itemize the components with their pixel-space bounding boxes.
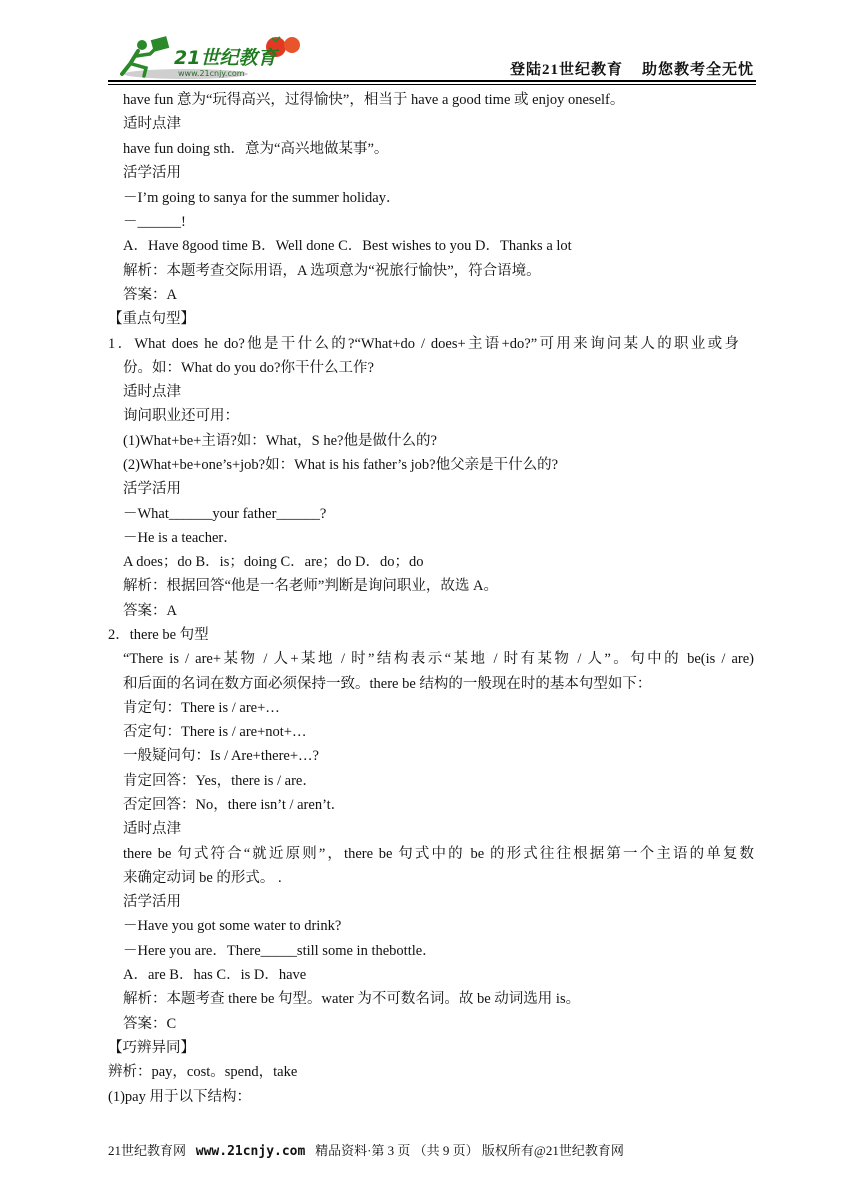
text-line: “There is / are+某物 / 人+某地 / 时”结构表示“某地 / 时有某物 / 人”。句中的 be(is / are) bbox=[123, 651, 754, 667]
text-line: 否定回答：No，there isn’t / aren’t． bbox=[123, 797, 346, 813]
text-line: have fun 意为“玩得高兴，过得愉快”，相当于 have a good time 或 enjoy oneself。 bbox=[123, 92, 625, 108]
text-line: 1．What does he do?他是干什么的?“What+do / does+主语+do?”可用来询问某人的职业或身 bbox=[108, 336, 739, 352]
logo-text: 21世纪教育 bbox=[174, 47, 277, 69]
text-line: 份。如：What do you do?你干什么工作? bbox=[123, 360, 374, 376]
text-line: 辨析：pay，cost。spend，take bbox=[108, 1064, 298, 1080]
text-line: －What______your father______? bbox=[123, 506, 327, 522]
text-line: 询问职业还可用： bbox=[123, 408, 239, 424]
text-line: 一般疑问句：Is / Are+there+…? bbox=[123, 748, 319, 764]
text-line: －Have you got some water to drink? bbox=[123, 918, 342, 934]
page-footer bbox=[108, 1140, 756, 1159]
text-line: 2．there be 句型 bbox=[108, 627, 209, 643]
text-line: －______! bbox=[123, 214, 186, 230]
text-line: (1)pay 用于以下结构： bbox=[108, 1089, 251, 1105]
header-rule-thin bbox=[108, 84, 756, 85]
footer-left: 21世纪教育网 bbox=[108, 1143, 196, 1158]
text-line: －Here you are．There_____still some in thebottle． bbox=[123, 943, 437, 959]
footer-right: 精品资料·第 3 页 （共 9 页） 版权所有@21世纪教育网 bbox=[305, 1143, 624, 1158]
text-line: 适时点津 bbox=[123, 384, 181, 400]
text-line: 适时点津 bbox=[123, 821, 181, 837]
text-line: －I’m going to sanya for the summer holiday． bbox=[123, 190, 401, 206]
page-header bbox=[108, 30, 756, 80]
text-line: (1)What+be+主语?如：What，S he?他是做什么的? bbox=[123, 433, 437, 449]
text-line: 来确定动词 be 的形式。 . bbox=[123, 870, 282, 886]
option-line: A．Have 8good time B．Well done C．Best wishes to you D．Thanks a lot bbox=[123, 238, 572, 254]
text-line: 解析：本题考查交际用语，A 选项意为“祝旅行愉快”，符合语境。 bbox=[123, 263, 541, 279]
logo bbox=[116, 34, 316, 80]
text-line: there be 句式符合“就近原则”，there be 句式中的 be 的形式往往根据第一个主语的单复数 bbox=[123, 846, 754, 862]
option-line: A does；do B．is；doing C．are；do D．do；do bbox=[123, 554, 424, 570]
option-line: A．are B．has C．is D．have bbox=[123, 967, 307, 983]
text-line: 答案：A bbox=[123, 603, 177, 619]
text-line: 适时点津 bbox=[123, 116, 181, 132]
text-line: 答案：A bbox=[123, 287, 177, 303]
text-line: －He is a teacher． bbox=[123, 530, 238, 546]
text-line: have fun doing sth．意为“高兴地做某事”。 bbox=[123, 141, 389, 157]
text-line: 肯定句：There is / are+… bbox=[123, 700, 280, 716]
logo-url: www.21cnjy.com bbox=[178, 69, 245, 78]
footer-site-link[interactable]: www.21cnjy.com bbox=[195, 1144, 306, 1159]
text-line: 解析：根据回答“他是一名老师”判断是询问职业，故选 A。 bbox=[123, 578, 498, 594]
text-line: 肯定回答：Yes，there is / are． bbox=[123, 773, 317, 789]
text-line: 活学活用 bbox=[123, 894, 181, 910]
header-rule bbox=[108, 80, 756, 82]
text-line: 解析：本题考查 there be 句型。water 为不可数名词。故 be 动词选用 is。 bbox=[123, 991, 581, 1007]
text-line: 答案：C bbox=[123, 1016, 177, 1032]
text-line: 活学活用 bbox=[123, 481, 181, 497]
section-heading: 【巧辨异同】 bbox=[108, 1040, 195, 1056]
section-heading: 【重点句型】 bbox=[108, 311, 195, 327]
text-line: 活学活用 bbox=[123, 165, 181, 181]
text-line: 和后面的名词在数方面必须保持一致。there be 结构的一般现在时的基本句型如下： bbox=[123, 676, 652, 692]
header-slogan: 登陆21世纪教育 助您教考全无忧 bbox=[509, 62, 754, 78]
text-line: 否定句：There is / are+not+… bbox=[123, 724, 307, 740]
text-line: (2)What+be+one’s+job?如：What is his father’s job?他父亲是干什么的? bbox=[123, 457, 559, 473]
